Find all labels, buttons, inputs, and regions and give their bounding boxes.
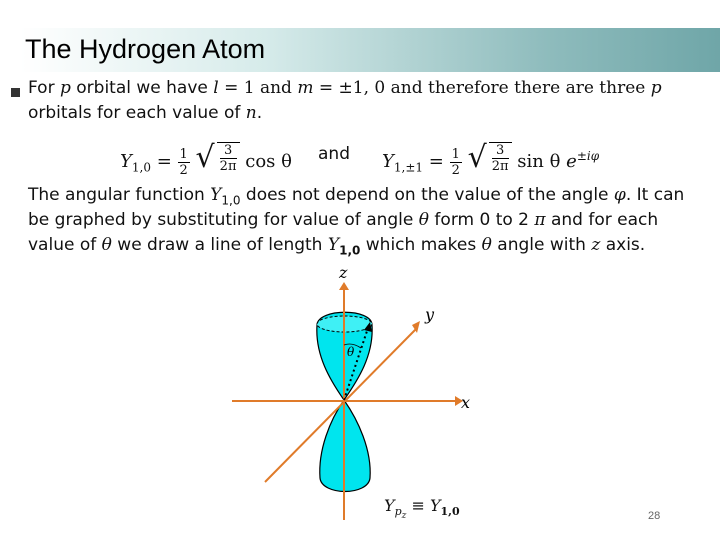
math-m: m [297,78,314,98]
text: axis. [600,235,646,255]
math-theta: θ [418,210,430,230]
sqrt: √ $\frac{3}{2\pi}$ [196,142,240,174]
math-n: n [245,103,257,123]
text: = ±1, 0 and therefore there are three [313,78,651,98]
math-Y: Y [429,496,441,515]
theta-label: θ [347,345,355,359]
equiv-sign: ≡ [411,496,425,515]
math-Y: Y [327,235,340,255]
numerator: 3 [220,143,237,159]
z-axis-label: z [339,263,348,282]
numerator: 1 [451,146,460,162]
text: which makes [360,235,482,255]
text: . [256,103,263,123]
sin-term: sin θ [517,151,561,172]
text: does not depend on the value of the angle [240,185,614,205]
math-l: l [213,78,219,98]
text: be graphed by substituting for value of angle [28,210,419,230]
equation-y10: $Y_{1,0}$ = $\frac{1}{2}$ √ $\frac{3}{2\pi}$ cos θ [120,140,292,178]
math-p: p [650,78,662,98]
math-pi: π [534,210,546,230]
text: For [28,78,60,98]
math-z: z [591,235,601,255]
and-word: and [318,144,350,164]
cos-term: cos θ [245,151,292,172]
math-theta: θ [101,235,112,255]
denominator: 2 [451,162,460,178]
math-Y: Y [382,151,394,172]
text: = 1 and [218,78,298,98]
subscript: 1,0 [339,243,361,258]
math-theta: θ [481,235,492,255]
text: orbitals for each value of [28,103,246,123]
y-axis-label: y [425,305,435,324]
text: orbital we have [70,78,214,98]
math-Y: Y [384,496,395,515]
subscript-p: p [394,505,402,519]
x-axis-label: x [461,393,471,412]
denominator: 2 [179,162,188,178]
slide-title: The Hydrogen Atom [25,34,266,64]
denominator: 2π [491,159,509,174]
subscript: 1,±1 [393,160,424,175]
sqrt: √ $\frac{3}{2\pi}$ [468,142,512,174]
text: The angular function [28,185,211,205]
math-e: e [566,151,577,172]
math-Y: Y [120,151,132,172]
text: and for each [545,210,659,230]
subscript-z: z [401,511,407,522]
exponent: ±iφ [576,149,600,163]
numerator: 1 [179,146,188,162]
subscript: 1,0 [440,505,460,519]
math-p: p [59,78,71,98]
diagram-caption [384,496,460,521]
subscript: 1,0 [221,193,241,208]
subscript: 1,0 [131,160,151,175]
text: angle with [491,235,592,255]
z-axis-arrow [339,282,349,290]
denominator: 2π [219,159,237,174]
text: form 0 to 2 [429,210,535,230]
text: . It can [625,185,685,205]
math-Y: Y [210,185,222,205]
text: value of [28,235,102,255]
equation-y11: $Y_{1,\pm 1}$ = $\frac{1}{2}$ √ $\frac{3}{2\pi}$ sin θ $e^{\pm i\varphi}$ [382,140,600,178]
numerator: 3 [492,143,509,159]
math-phi: φ [613,185,626,205]
page-number: 28 [648,510,661,522]
text: we draw a line of length [111,235,328,255]
